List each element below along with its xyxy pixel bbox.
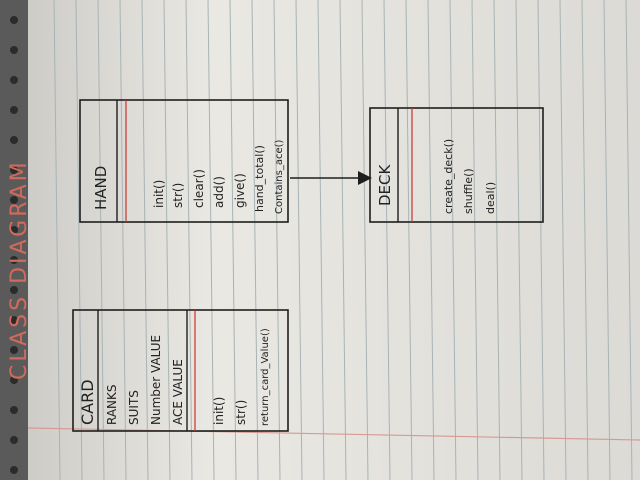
class-card-attribute: RANKS xyxy=(105,384,119,425)
class-hand-method: hand_total() xyxy=(253,145,266,212)
class-hand-name: HAND xyxy=(92,165,110,210)
binder-hole xyxy=(10,436,18,444)
binder-hole xyxy=(10,136,18,144)
class-hand-method: add() xyxy=(212,176,226,208)
binder-hole xyxy=(10,406,18,414)
binder-hole xyxy=(10,76,18,84)
class-card-name: CARD xyxy=(78,379,97,425)
class-hand-method: clear() xyxy=(192,169,206,208)
binder-hole xyxy=(10,106,18,114)
class-deck-method: shuffle() xyxy=(462,168,475,214)
class-card-attribute: Number VALUE xyxy=(149,334,163,425)
diagram-title: CLASS DIAGRAM xyxy=(7,159,32,380)
class-deck-name: DECK xyxy=(376,164,394,206)
class-deck-method: create_deck() xyxy=(442,138,455,214)
class-card-method: return_card_Value() xyxy=(260,328,271,426)
class-card-attribute: ACE VALUE xyxy=(171,359,185,425)
binder-hole xyxy=(10,16,18,24)
class-card-method: init() xyxy=(212,396,226,425)
class-hand-method: str() xyxy=(171,182,185,208)
class-card-attribute: SUITS xyxy=(127,390,141,425)
class-hand-method: Contains_ace() xyxy=(274,139,285,214)
class-hand-method: init() xyxy=(152,179,166,208)
binder-hole xyxy=(10,466,18,474)
binder-hole xyxy=(10,46,18,54)
class-deck-method: deal() xyxy=(484,181,497,214)
class-card-method: str() xyxy=(234,399,248,425)
class-hand-method: give() xyxy=(233,173,247,208)
paper-shadow xyxy=(28,0,640,480)
